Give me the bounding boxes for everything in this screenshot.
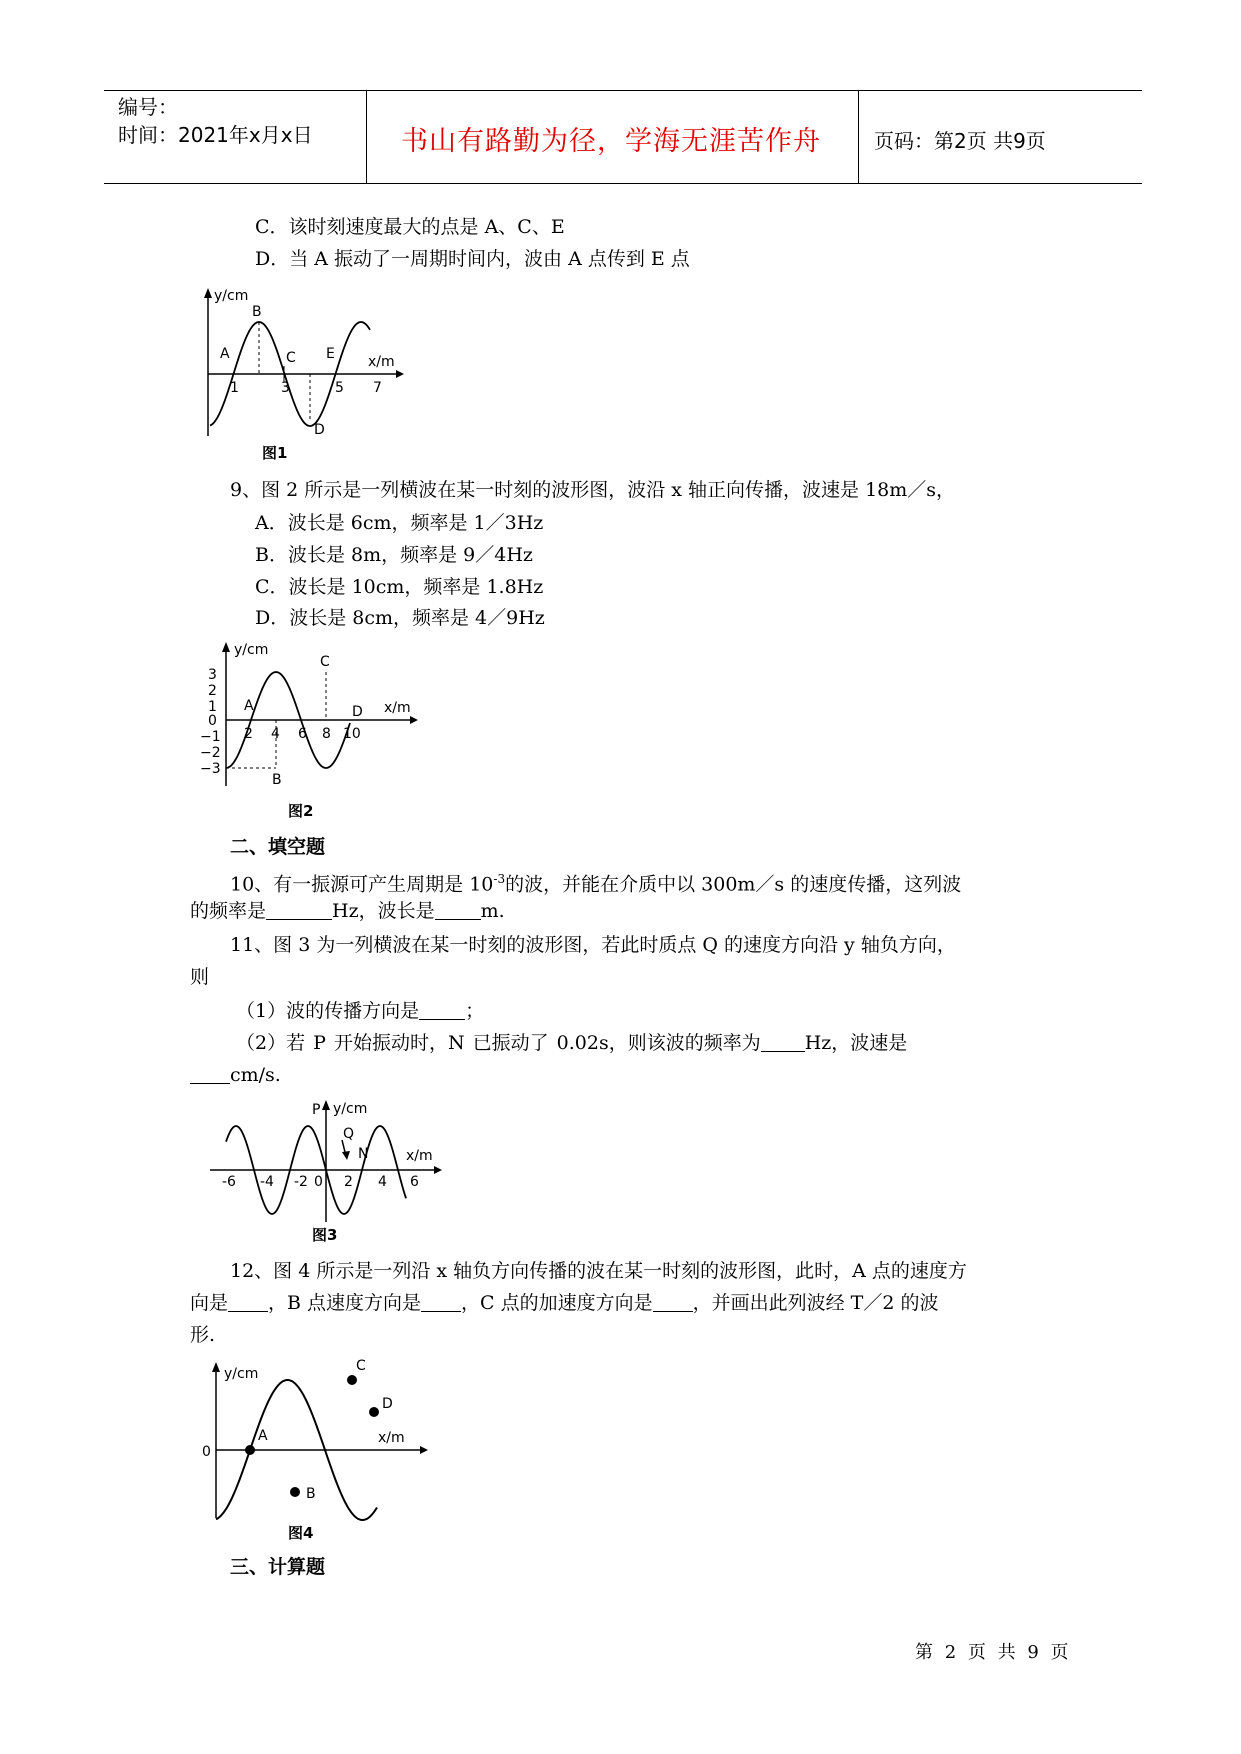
q12-line-1: 12、图 4 所示是一列沿 x 轴负方向传播的波在某一时刻的波形图，此时，A 点的速度方 — [230, 1260, 967, 1282]
q11-text: cm/s. — [230, 1064, 281, 1086]
q11-text: （2）若 P 开始振动时，N 已振动了 0.02s，则该波的频率为 — [236, 1032, 761, 1054]
q10-text: 10、有一振源可产生周期是 10 — [230, 873, 494, 896]
fig2-ytick: 0 — [208, 713, 217, 729]
page-footer: 第 2 页 共 9 页 — [915, 1642, 1069, 1663]
q11-line-2: 则 — [190, 966, 210, 988]
fig2-xtick: 10 — [343, 726, 361, 742]
fig4-point-c: C — [356, 1358, 366, 1374]
fig2-point-d: D — [352, 704, 363, 720]
fig4-caption: 图4 — [288, 1524, 314, 1542]
fig1-point-e: E — [326, 346, 335, 362]
q8-option-d: D．当 A 振动了一周期时间内，波由 A 点传到 E 点 — [255, 248, 690, 270]
answer-blank[interactable] — [419, 999, 465, 1020]
fig2-ytick: 3 — [208, 667, 217, 683]
section-fill-in: 二、填空题 — [230, 836, 326, 858]
fig2-point-c: C — [320, 654, 330, 670]
q9-option-c: C．波长是 10cm，频率是 1.8Hz — [255, 576, 544, 598]
fig1-xlabel: x/m — [368, 354, 395, 370]
fig3-tick: 0 — [314, 1174, 323, 1190]
header-motto: 书山有路勤为径，学海无涯苦作舟 — [401, 126, 821, 157]
fig3-xlabel: x/m — [406, 1148, 433, 1164]
fig1-tick: 5 — [335, 380, 344, 396]
fig3-tick: 4 — [378, 1174, 387, 1190]
q9-option-d: D．波长是 8cm，频率是 4／9Hz — [255, 607, 545, 629]
q11-part-1 — [236, 998, 484, 1024]
q11-part-2-cont — [190, 1062, 281, 1088]
section-calculation: 三、计算题 — [230, 1556, 326, 1578]
fig1-tick: 3 — [281, 380, 290, 396]
fig3-tick: -6 — [222, 1174, 236, 1190]
fig3-ylabel: y/cm — [333, 1101, 368, 1117]
fig1-point-b: B — [252, 304, 262, 320]
fig1-caption: 图1 — [262, 444, 288, 462]
figure-1 — [190, 286, 410, 466]
fig4-xlabel: x/m — [378, 1430, 405, 1446]
q12-text: ，C 点的加速度方向是 — [461, 1292, 653, 1314]
fig2-xlabel: x/m — [384, 700, 411, 716]
fig2-ytick: 2 — [208, 683, 217, 699]
fig2-ytick: 1 — [208, 699, 217, 715]
fig3-point-q: Q — [343, 1126, 355, 1142]
q11-part-2 — [236, 1030, 907, 1056]
figure-4 — [195, 1358, 435, 1558]
q12-text: ，B 点速度方向是 — [268, 1292, 422, 1314]
answer-blank[interactable] — [421, 1291, 461, 1312]
q12-line-3: 形. — [190, 1324, 216, 1346]
q10-text: Hz，波长是 — [332, 900, 435, 922]
serial-label: 编号： — [118, 95, 178, 119]
fig1-point-a: A — [220, 346, 230, 362]
header-meta — [118, 93, 313, 149]
answer-blank[interactable] — [266, 899, 332, 920]
fig2-ylabel: y/cm — [234, 642, 269, 658]
answer-blank[interactable] — [228, 1291, 268, 1312]
q9-option-a: A．波长是 6cm，频率是 1／3Hz — [255, 512, 544, 534]
fig1-ylabel: y/cm — [214, 288, 249, 304]
fig2-xtick: 8 — [322, 726, 331, 742]
fig3-tick: 6 — [410, 1174, 419, 1190]
q12-line-2 — [190, 1290, 938, 1316]
fig3-tick: -4 — [260, 1174, 274, 1190]
q11-text: Hz，波速是 — [804, 1032, 908, 1054]
fig3-tick: 2 — [344, 1174, 353, 1190]
fig1-tick: 7 — [373, 380, 382, 396]
fig4-point-b: B — [306, 1486, 316, 1502]
page-header — [104, 90, 1142, 184]
answer-blank[interactable] — [653, 1291, 693, 1312]
figure-3 — [205, 1098, 445, 1248]
fig2-ytick: −1 — [200, 729, 221, 745]
q10-text: 的频率是 — [190, 900, 267, 922]
fig4-origin: 0 — [202, 1444, 211, 1460]
fig2-ytick: −2 — [200, 745, 221, 761]
q10-exponent: -3 — [493, 872, 506, 886]
fig2-ytick: −3 — [200, 761, 221, 777]
q9-option-b: B．波长是 8m，频率是 9／4Hz — [255, 544, 533, 566]
q9-stem: 9、图 2 所示是一列横波在某一时刻的波形图，波沿 x 轴正向传播，波速是 18m／s， — [230, 479, 956, 501]
fig1-point-d: D — [314, 422, 325, 438]
time-label: 时间：2021年x月x日 — [118, 123, 313, 147]
fig2-xtick: 2 — [244, 726, 253, 742]
fig2-xtick: 6 — [298, 726, 307, 742]
fig1-tick: 1 — [230, 380, 239, 396]
q10-text: m. — [480, 900, 505, 922]
fig1-point-c: C — [286, 350, 296, 366]
fig4-ylabel: y/cm — [224, 1366, 259, 1382]
fig2-point-a: A — [244, 698, 254, 714]
answer-blank[interactable] — [435, 899, 481, 920]
figure-2 — [190, 640, 430, 820]
q11-text: ； — [465, 1000, 485, 1022]
fig4-point-a: A — [258, 1428, 268, 1444]
fig3-caption: 图3 — [312, 1226, 338, 1244]
q10-line-2 — [190, 898, 505, 924]
q12-text: 向是 — [190, 1292, 229, 1314]
q12-text: ，并画出此列波经 T／2 的波 — [692, 1292, 939, 1314]
answer-blank[interactable] — [761, 1031, 805, 1052]
q10-line-1 — [230, 866, 961, 897]
q11-line-1: 11、图 3 为一列横波在某一时刻的波形图，若此时质点 Q 的速度方向沿 y 轴负方向， — [230, 934, 956, 956]
fig2-point-b: B — [272, 772, 282, 788]
q10-text: 的波，并能在介质中以 300m／s 的速度传播，这列波 — [505, 873, 962, 896]
fig3-point-n: N — [358, 1146, 369, 1162]
fig3-tick: -2 — [294, 1174, 308, 1190]
header-divider — [858, 91, 859, 183]
answer-blank[interactable] — [190, 1063, 230, 1084]
q8-option-c: C．该时刻速度最大的点是 A、C、E — [255, 216, 565, 238]
fig2-xtick: 4 — [271, 726, 280, 742]
header-page-label: 页码：第2页 共9页 — [874, 129, 1046, 153]
q11-text: （1）波的传播方向是 — [236, 1000, 420, 1022]
fig2-caption: 图2 — [288, 802, 314, 820]
fig4-point-d: D — [382, 1396, 393, 1412]
fig3-point-p: P — [312, 1102, 321, 1118]
